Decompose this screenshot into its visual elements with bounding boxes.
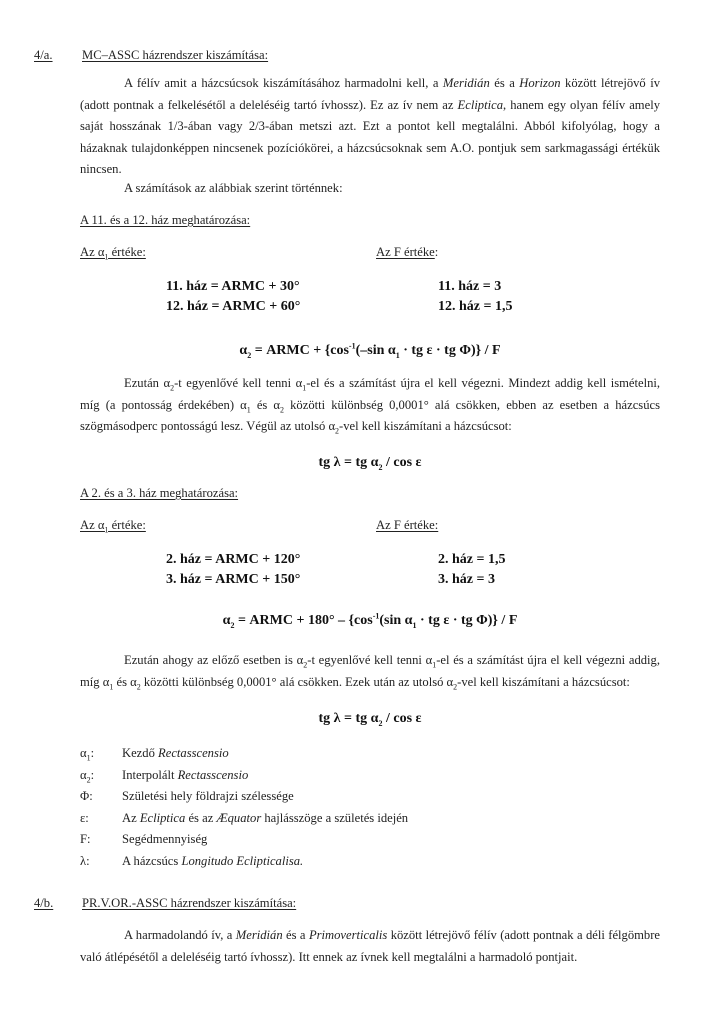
glossary-definition: Kezdő Rectasscensio [122,746,229,760]
subheading-11-12: A 11. és a 12. ház meghatározása: [80,213,251,227]
section-title-4a: MC–ASSC házrendszer kiszámítása: [82,48,269,62]
section-4b-paragraph: A harmadolandó ív, a Meridián és a Primoverticalis között létrejövő félív (adott pontnak a déli félgömbre való átlépésétől a deleléséig tartó ívhossz). Itt ennek az ívnek kell megtalálni a harmadoló pontjait. [80,928,661,964]
house-12-formula: 12. ház = ARMC + 60° [166,299,301,314]
house-2-formula: 2. ház = ARMC + 120° [166,552,301,567]
house-12-f: 12. ház = 1,5 [438,299,513,314]
glossary-symbol: F: [80,832,91,846]
intro-line-2: A számítások az alábbiak szerint történnek: [124,181,343,195]
glossary-symbol: ε: [80,811,89,825]
section-number-4b: 4/b. [34,896,54,910]
formula-tg-lambda-2: tg λ = tg $\alpha_2$ / cos ε [318,711,422,728]
glossary-symbol: $\alpha_1$: [80,746,95,763]
house-11-f: 11. ház = 3 [438,279,502,294]
formula-alpha2-1: $\alpha_2$ = ARMC + {$\cos^{-1}(-\sin$ $\alpha_1$ · tg ε · tg Φ)} / F [239,341,501,360]
house-11-formula: 11. ház = ARMC + 30° [166,279,300,294]
glossary-symbol: $\alpha_2$: [80,768,95,785]
glossary-definition: Interpolált Rectasscensio [122,768,249,782]
paragraph-iteration-2: Ezután ahogy az előző esetben is $\alpha_2-t$ egyenlővé kell tenni $\alpha_1-el$ és a számítást újra el kell végezni addig, míg $\alpha_1$ és $\alpha_2$ közötti különbség 0,0001° alá csökken. Ezek után az utolsó $\alpha_2$-vel kell kiszámítani a házcsúcsot: [80,653,660,692]
f-label: Az F értéke: [376,245,439,259]
intro-paragraph: A félív amit a házcsúcsok kiszámításához harmadolni kell, a Meridián és a Horizon között létrejövő ív (adott pontnak a felkelésétől a deleléséig tartó ívhossz). Ez az ív nem az Ecliptica, hanem egy olyan félív amely saját hosszának 1/3-ában vagy 2/3-ában metszi azt. Ezt a pontot kell megtalálni. Abból kifolyólag, hogy a házaknak tulajdonképpen nincsenek pozíciókörei, a házcsúcsoknak sem A.O. pontjuk sem sarkmagassági értékük nincsen. [80,76,660,177]
alpha-label-2: Az $\alpha_1$ értéke: [80,518,146,535]
subheading-2-3: A 2. és a 3. ház meghatározása: [80,486,239,500]
glossary-definition: Segédmennyiség [122,832,208,846]
glossary-definition: Születési hely földrajzi szélessége [122,789,294,803]
glossary-definition: A házcsúcs Longitudo Eclipticalisa. [122,854,304,868]
glossary-symbol: Φ: [80,789,93,803]
formula-tg-lambda-1: tg λ = tg $\alpha_2$ / cos ε [318,455,422,472]
glossary-symbol: λ: [80,854,90,868]
section-number-4a: 4/a. [34,48,53,62]
house-2-f: 2. ház = 1,5 [438,552,506,567]
house-3-f: 3. ház = 3 [438,572,495,587]
section-title-4b: PR.V.OR.-ASSC házrendszer kiszámítása: [82,896,297,910]
alpha-label: Az $\alpha_1$ értéke: [80,245,146,262]
formula-alpha2-2: $\alpha_2$ = ARMC + $180^\circ - \{\cos^{-1}(\sin$ $\alpha_1$ · tg ε · tg Φ)} / F [222,611,518,630]
paragraph-iteration-1: Ezután $\alpha_2-t$ egyenlővé kell tenni $\alpha_1-el$ és a számítást újra el kell végezni. Mindezt addig kell ismételni, míg (a pontosság érdekében) $\alpha_1$ és $\alpha_2$ közötti különbség 0,0001° alá csökken, ebben az esetben a házcsúcs szögmásodperc pontosságú lesz. Végül az utolsó $\alpha_2$-vel kell kiszámítani a házcsúcsot: [80,376,661,436]
house-3-formula: 3. ház = ARMC + 150° [166,572,301,587]
glossary-definition: Az Ecliptica és az Æquator hajlásszöge a születés idején [122,811,409,825]
f-label-2: Az F értéke: [376,518,439,532]
